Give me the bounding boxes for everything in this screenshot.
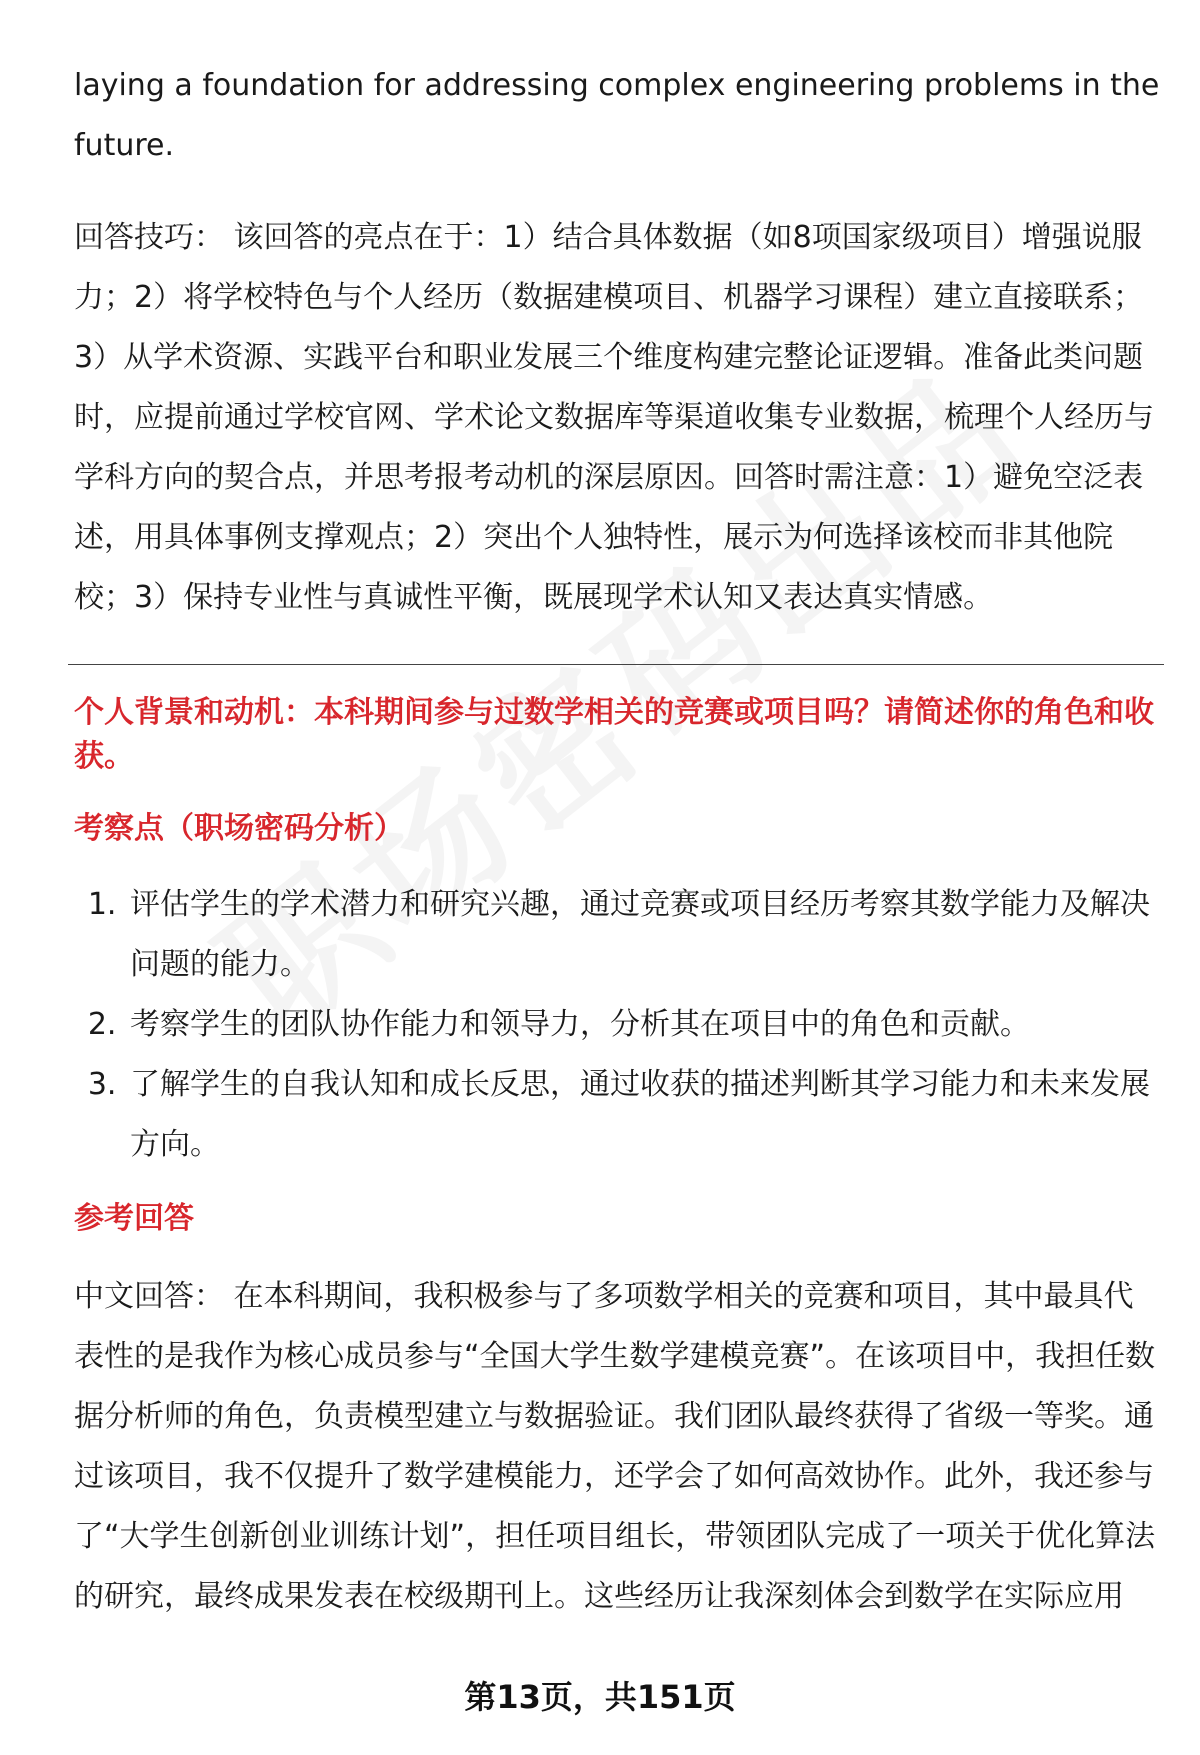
page-number: 第13页，共151页 bbox=[464, 1678, 736, 1716]
analysis-heading: 考察点（职场密码分析） bbox=[74, 811, 404, 846]
section-divider bbox=[68, 664, 1164, 665]
question-heading: 个人背景和动机：本科期间参与过数学相关的竞赛或项目吗？请简述你的角色和收获。 bbox=[74, 695, 1154, 774]
analysis-list bbox=[74, 875, 1160, 1175]
page-content bbox=[74, 56, 1160, 1627]
list-item: 3. 了解学生的自我认知和成长反思，通过收获的描述判断其学习能力和未来发展方向。 bbox=[126, 1055, 1160, 1175]
reference-heading: 参考回答 bbox=[74, 1201, 194, 1236]
answer-tips: 回答技巧： 该回答的亮点在于：1）结合具体数据（如8项国家级项目）增强说服力；2）将学校特色与个人经历（数据建模项目、机器学习课程）建立直接联系；3）从学术资源、实践平台和职业发展三个维度构建完整论证逻辑。准备此类问题时，应提前通过学校官网、学术论文数据库等渠道收集专业数据，梳理个人经历与学科方向的契合点，并思考报考动机的深层原因。回答时需注意：1）避免空泛表述，用具体事例支撑观点；2）突出个人独特性，展示为何选择该校而非其他院校；3）保持专业性与真诚性平衡，既展现学术认知又表达真实情感。 bbox=[74, 220, 1154, 615]
reference-answer: 中文回答： 在本科期间，我积极参与了多项数学相关的竞赛和项目，其中最具代表性的是我作为核心成员参与“全国大学生数学建模竞赛”。在该项目中，我担任数据分析师的角色，负责模型建立与数据验证。我们团队最终获得了省级一等奖。通过该项目，我不仅提升了数学建模能力，还学会了如何高效协作。此外，我还参与了“大学生创新创业训练计划”，担任项目组长，带领团队完成了一项关于优化算法的研究，最终成果发表在校级期刊上。这些经历让我深刻体会到数学在实际应用 bbox=[74, 1279, 1156, 1614]
list-item: 2. 考察学生的团队协作能力和领导力，分析其在项目中的角色和贡献。 bbox=[126, 995, 1160, 1055]
english-answer-tail: laying a foundation for addressing complex engineering problems in the future. bbox=[74, 68, 1160, 163]
list-item: 1. 评估学生的学术潜力和研究兴趣，通过竞赛或项目经历考察其数学能力及解决问题的能力。 bbox=[126, 875, 1160, 995]
